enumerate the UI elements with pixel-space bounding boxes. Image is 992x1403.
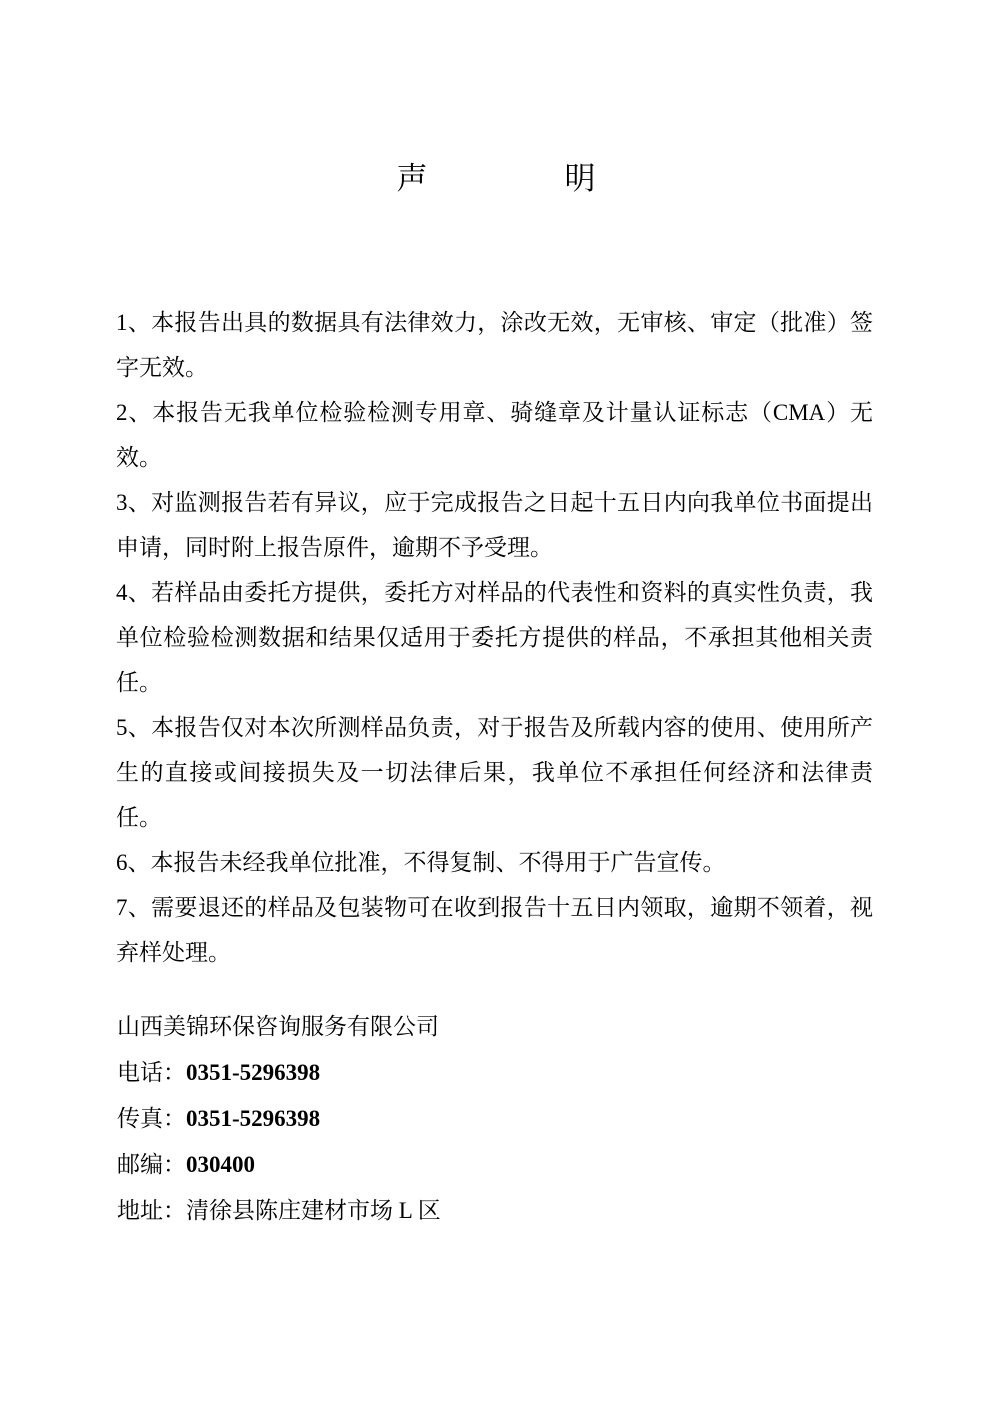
company-name: 山西美锦环保咨询服务有限公司 [117, 1014, 439, 1039]
statement-2: 2、本报告无我单位检验检测专用章、骑缝章及计量认证标志（CMA）无效。 [116, 400, 873, 470]
address-value: 清徐县陈庄建材市场 L 区 [186, 1198, 441, 1223]
statement-7: 7、需要退还的样品及包装物可在收到报告十五日内领取，逾期不领着，视弃样处理。 [116, 895, 873, 965]
address-label: 地址： [117, 1198, 186, 1223]
postal-code-value: 030400 [186, 1152, 255, 1177]
fax-label: 传真： [117, 1106, 186, 1131]
phone-value: 0351-5296398 [186, 1060, 321, 1085]
company-info-block [117, 1004, 874, 1234]
statement-4: 4、若样品由委托方提供，委托方对样品的代表性和资料的真实性负责，我单位检验检测数据和结果仅适用于委托方提供的样品，不承担其他相关责任。 [116, 580, 873, 695]
statement-5: 5、本报告仅对本次所测样品负责，对于报告及所载内容的使用、使用所产生的直接或间接损失及一切法律后果，我单位不承担任何经济和法律责任。 [116, 715, 873, 830]
contact-row-postal-code [117, 1142, 874, 1188]
title-char-left: 声 [396, 161, 428, 196]
contact-row-fax [117, 1096, 874, 1142]
phone-label: 电话： [117, 1060, 186, 1085]
title-char-right: 明 [564, 161, 596, 196]
contact-row-phone [117, 1050, 874, 1096]
statement-6: 6、本报告未经我单位批准，不得复制、不得用于广告宣传。 [116, 850, 726, 875]
statement-3: 3、对监测报告若有异议，应于完成报告之日起十五日内向我单位书面提出申请，同时附上报告原件，逾期不予受理。 [116, 490, 873, 560]
fax-value: 0351-5296398 [186, 1106, 321, 1131]
page-title [0, 158, 992, 200]
statements-list [116, 300, 873, 975]
statement-1: 1、本报告出具的数据具有法律效力，涂改无效，无审核、审定（批准）签字无效。 [116, 310, 873, 380]
contact-row-address [117, 1188, 874, 1234]
postal-code-label: 邮编： [117, 1152, 186, 1177]
